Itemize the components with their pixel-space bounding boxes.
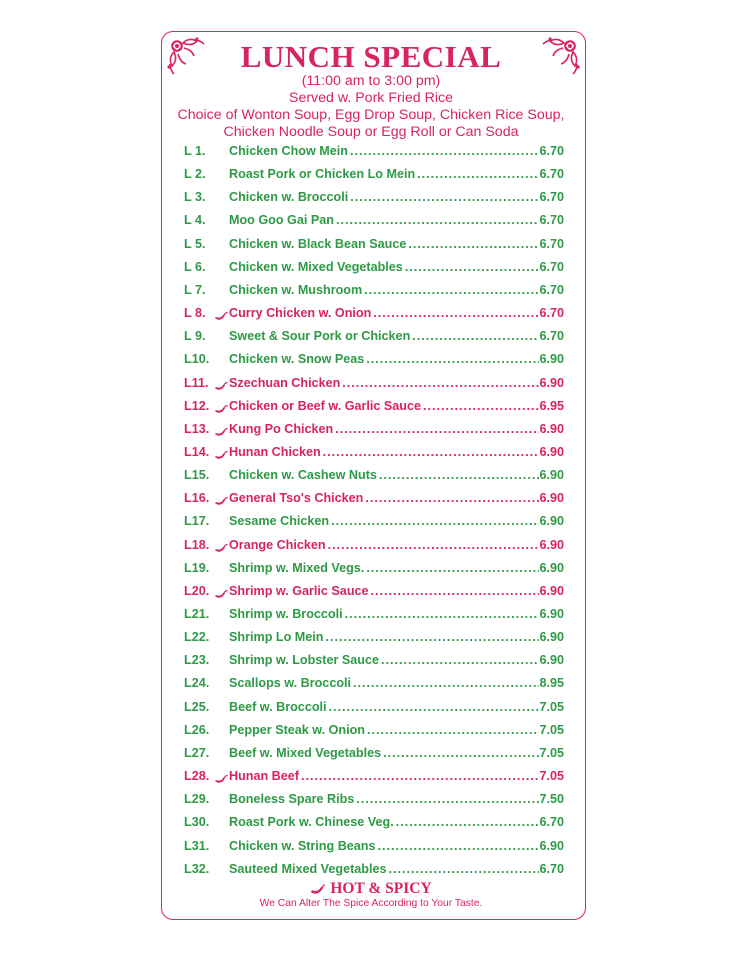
item-price: 6.90 xyxy=(539,653,564,668)
item-name: Roast Pork w. Chinese Veg. xyxy=(229,815,394,830)
item-code: L 8. xyxy=(184,306,206,321)
item-code: L20. xyxy=(184,583,210,598)
item-name: Curry Chicken w. Onion xyxy=(229,306,372,321)
item-price: 6.70 xyxy=(539,282,564,297)
item-code: L31. xyxy=(184,838,210,853)
item-name: Shrimp w. Mixed Vegs. xyxy=(229,560,365,575)
item-price: 6.90 xyxy=(539,838,564,853)
item-price: 6.70 xyxy=(539,213,564,228)
item-code: L13. xyxy=(184,421,210,436)
item-code: L26. xyxy=(184,722,210,737)
item-price: 6.70 xyxy=(539,259,564,274)
item-code: L22. xyxy=(184,630,210,645)
lunch-hours: (11:00 am to 3:00 pm) xyxy=(301,73,441,89)
item-code: L 7. xyxy=(184,282,206,297)
item-name: Chicken w. String Beans xyxy=(229,838,376,853)
item-code: L21. xyxy=(184,607,210,621)
item-name: Shrimp w. Broccoli xyxy=(229,607,343,621)
item-price: 6.90 xyxy=(539,421,564,436)
item-name: Hunan Chicken xyxy=(229,444,321,459)
item-name: Scallops w. Broccoli xyxy=(229,676,352,691)
item-price: 6.70 xyxy=(539,329,564,344)
item-price: 7.50 xyxy=(539,792,564,807)
item-code: L 9. xyxy=(184,329,206,344)
item-name: Szechuan Chicken xyxy=(229,375,341,390)
item-price: 6.90 xyxy=(539,560,564,575)
item-code: L 2. xyxy=(184,167,206,182)
item-code: L 3. xyxy=(184,190,206,205)
item-name: Beef w. Mixed Vegetables xyxy=(229,745,382,760)
menu-card xyxy=(161,31,586,920)
item-price: 6.70 xyxy=(539,144,564,158)
item-name: Shrimp w. Lobster Sauce xyxy=(229,653,379,668)
side-choice-line-2: Chicken Noodle Soup or Egg Roll or Can Soda xyxy=(223,124,519,140)
item-name: Pepper Steak w. Onion xyxy=(229,722,365,737)
item-price: 6.70 xyxy=(539,861,564,876)
item-price: 6.90 xyxy=(539,537,564,552)
item-price: 7.05 xyxy=(539,769,564,784)
item-price: 6.70 xyxy=(539,167,564,182)
item-name: Sweet & Sour Pork or Chicken xyxy=(229,329,411,344)
item-code: L 1. xyxy=(184,144,206,158)
item-code: L 6. xyxy=(184,259,206,274)
item-code: L25. xyxy=(184,699,210,714)
item-name: Shrimp w. Garlic Sauce xyxy=(229,583,369,598)
item-name: Chicken w. Mixed Vegetables xyxy=(229,259,403,274)
served-with-note: Served w. Pork Fried Rice xyxy=(288,90,453,106)
item-name: Chicken w. Black Bean Sauce xyxy=(229,236,407,251)
item-code: L11. xyxy=(184,375,209,390)
item-name: Chicken w. Mushroom xyxy=(229,282,363,297)
item-price: 8.95 xyxy=(539,676,564,691)
item-code: L17. xyxy=(184,514,210,529)
item-price: 6.90 xyxy=(539,630,564,645)
item-price: 6.70 xyxy=(539,236,564,251)
item-price: 6.90 xyxy=(539,468,564,483)
item-code: L24. xyxy=(184,676,210,691)
item-price: 6.90 xyxy=(539,444,564,459)
item-name: Beef w. Broccoli xyxy=(229,699,327,714)
item-price: 6.70 xyxy=(539,190,564,205)
item-name: Sauteed Mixed Vegetables xyxy=(229,861,387,876)
item-price: 6.90 xyxy=(539,491,564,506)
item-name: Orange Chicken xyxy=(229,537,326,552)
item-price: 6.95 xyxy=(539,398,564,413)
item-name: Kung Po Chicken xyxy=(229,421,334,436)
item-code: L28. xyxy=(184,769,210,784)
item-code: L 5. xyxy=(184,236,206,251)
item-price: 7.05 xyxy=(539,699,564,714)
item-name: Chicken or Beef w. Garlic Sauce xyxy=(229,398,422,413)
item-name: Chicken w. Snow Peas xyxy=(229,352,365,367)
item-name: Sesame Chicken xyxy=(229,514,330,529)
item-price: 7.05 xyxy=(539,745,564,760)
item-price: 6.90 xyxy=(539,375,564,390)
menu-title: LUNCH SPECIAL xyxy=(240,39,502,74)
item-name: Chicken Chow Mein xyxy=(229,144,348,158)
item-name: Hunan Beef xyxy=(229,769,299,784)
item-name: Shrimp Lo Mein xyxy=(229,630,324,645)
item-name: Boneless Spare Ribs xyxy=(229,792,355,807)
item-code: L30. xyxy=(184,815,210,830)
legend-label: HOT & SPICY xyxy=(330,880,432,897)
item-code: L16. xyxy=(184,491,210,506)
item-code: L15. xyxy=(184,468,210,483)
item-code: L27. xyxy=(184,745,210,760)
item-price: 6.90 xyxy=(539,583,564,598)
side-choice-line-1: Choice of Wonton Soup, Egg Drop Soup, Chicken Rice Soup, xyxy=(177,107,565,123)
item-code: L18. xyxy=(184,537,210,552)
hot-spicy-legend xyxy=(0,880,742,898)
item-code: L29. xyxy=(184,792,210,807)
chili-pepper-icon xyxy=(310,884,326,895)
spice-note: We Can Alter The Spice According to Your Taste. xyxy=(259,898,483,909)
item-code: L32. xyxy=(184,861,210,876)
item-code: L 4. xyxy=(184,213,206,228)
item-code: L14. xyxy=(184,444,210,459)
item-price: 6.70 xyxy=(539,815,564,830)
item-code: L19. xyxy=(184,560,210,575)
item-code: L12. xyxy=(184,398,210,413)
item-name: Chicken w. Cashew Nuts xyxy=(229,468,377,483)
item-name: Chicken w. Broccoli xyxy=(229,190,349,205)
item-name: Moo Goo Gai Pan xyxy=(229,213,334,228)
item-price: 6.90 xyxy=(539,514,564,529)
item-name: Roast Pork or Chicken Lo Mein xyxy=(229,167,416,182)
item-price: 7.05 xyxy=(539,722,564,737)
item-name: General Tso's Chicken xyxy=(229,491,364,506)
item-code: L10. xyxy=(184,352,210,367)
item-price: 6.90 xyxy=(539,607,564,621)
item-code: L23. xyxy=(184,653,210,668)
item-price: 6.90 xyxy=(539,352,564,367)
item-price: 6.70 xyxy=(539,306,564,321)
